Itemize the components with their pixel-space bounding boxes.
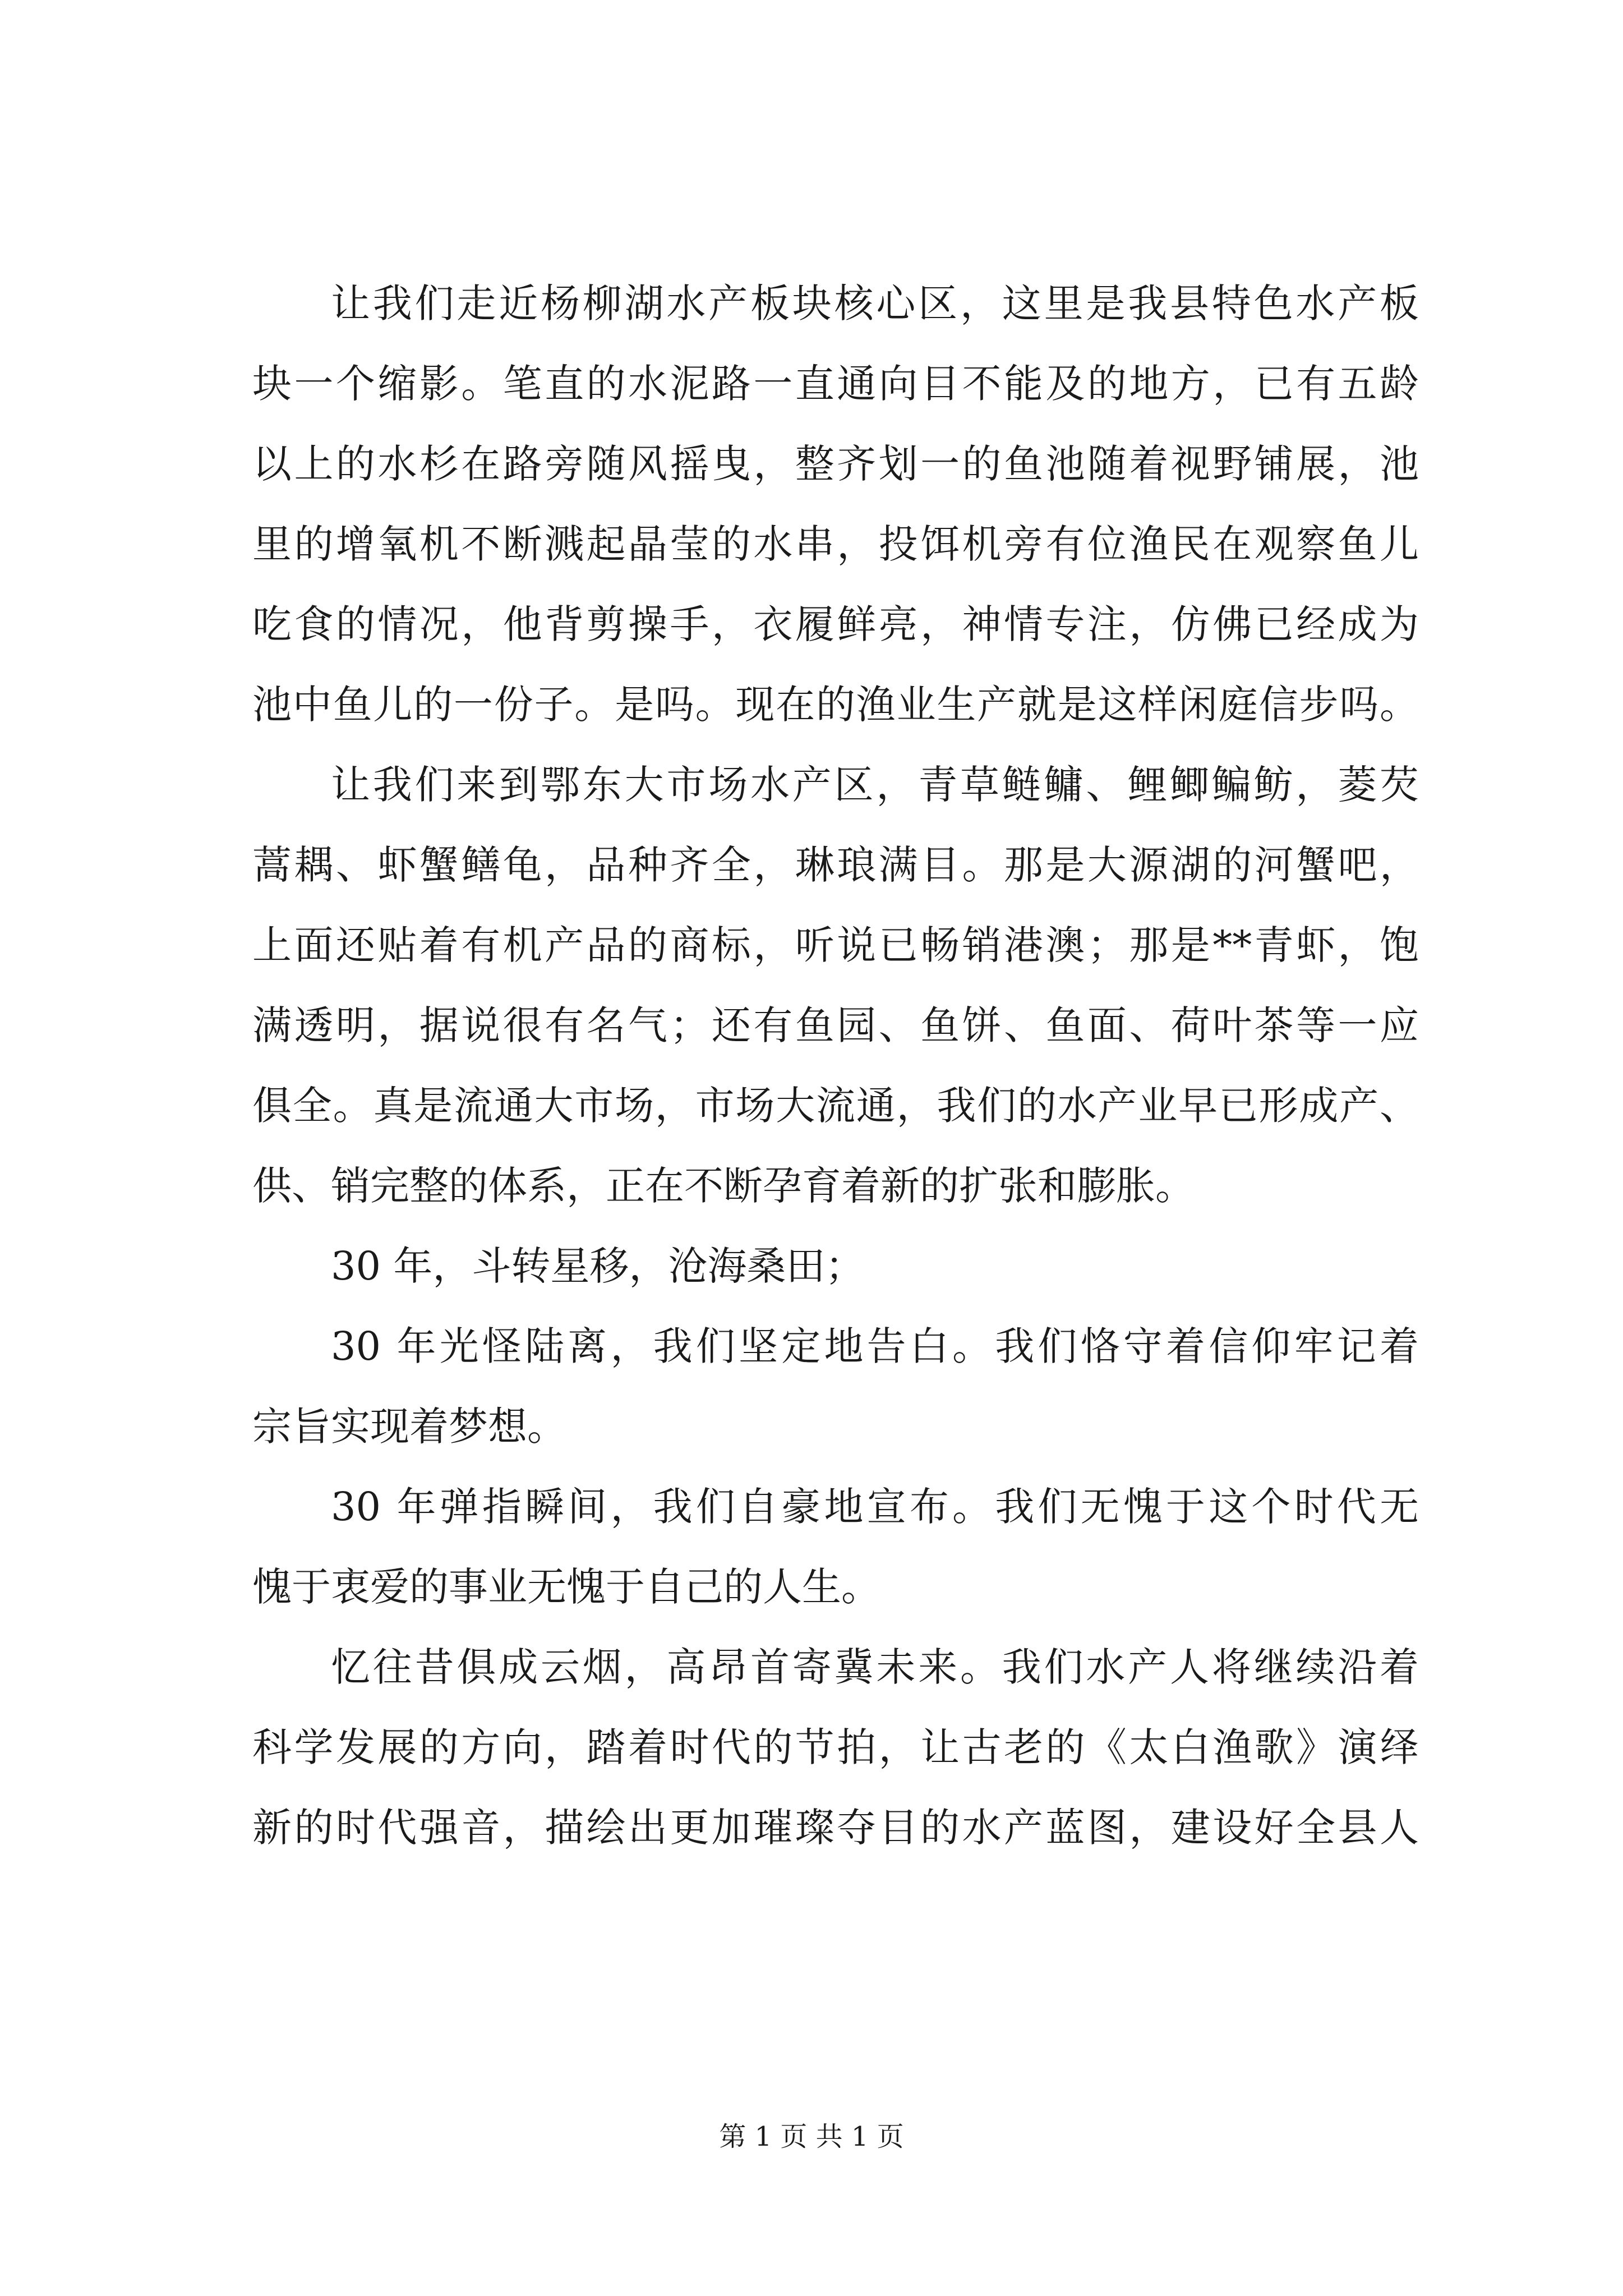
page-footer: 第 1 页 共 1 页	[719, 2121, 904, 2152]
text-line: 供、销完整的体系，正在不断孕育着新的扩张和膨胀。	[252, 1163, 1195, 1209]
text-line: 俱全。真是流通大市场，市场大流通，我们的水产业早已形成产、	[252, 1083, 1419, 1129]
text-line: 宗旨实现着梦想。	[252, 1404, 566, 1450]
text-line: 30 年光怪陆离，我们坚定地告白。我们恪守着信仰牢记着	[331, 1323, 1419, 1369]
text-line: 池中鱼儿的一份子。是吗。现在的渔业生产就是这样闲庭信步吗。	[252, 682, 1419, 728]
text-line: 忆往昔俱成云烟，高昂首寄冀未来。我们水产人将继续沿着	[331, 1644, 1419, 1690]
text-line: 吃食的情况，他背剪操手，衣履鲜亮，神情专注，仿佛已经成为	[252, 601, 1419, 647]
text-line: 蒿耦、虾蟹鳝龟，品种齐全，琳琅满目。那是大源湖的河蟹吧，	[252, 842, 1419, 888]
text-line: 愧于衷爱的事业无愧于自己的人生。	[252, 1564, 880, 1610]
text-line: 以上的水杉在路旁随风摇曳，整齐划一的鱼池随着视野铺展，池	[252, 441, 1419, 487]
document-body	[252, 264, 1419, 1868]
text-line: 里的增氧机不断溅起晶莹的水串，投饵机旁有位渔民在观察鱼儿	[252, 521, 1419, 567]
text-line: 满透明，据说很有名气；还有鱼园、鱼饼、鱼面、荷叶茶等一应	[252, 1002, 1419, 1048]
text-line: 科学发展的方向，踏着时代的节拍，让古老的《太白渔歌》演绎	[252, 1724, 1419, 1770]
text-line: 30 年弹指瞬间，我们自豪地宣布。我们无愧于这个时代无	[331, 1484, 1419, 1530]
text-line: 30 年，斗转星移，沧海桑田；	[331, 1243, 865, 1289]
text-line: 让我们走近杨柳湖水产板块核心区，这里是我县特色水产板	[331, 280, 1419, 326]
text-line: 新的时代强音，描绘出更加璀璨夺目的水产蓝图，建设好全县人	[252, 1805, 1419, 1851]
text-line: 上面还贴着有机产品的商标，听说已畅销港澳；那是**青虾，饱	[252, 922, 1419, 968]
text-line: 块一个缩影。笔直的水泥路一直通向目不能及的地方，已有五龄	[252, 361, 1419, 407]
text-line: 让我们来到鄂东大市场水产区，青草鲢鳙、鲤鲫鳊鲂，菱芡	[331, 762, 1419, 808]
